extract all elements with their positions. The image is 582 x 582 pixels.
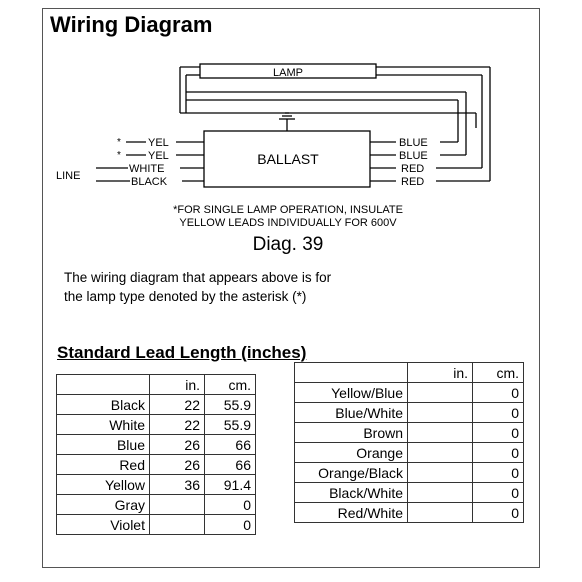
- lead-inches: [408, 503, 473, 523]
- table-row: [57, 515, 256, 535]
- lead-inches: [150, 515, 205, 535]
- lead-label-yel-1: YEL: [148, 137, 169, 149]
- table-header-cell: in.: [150, 375, 205, 395]
- lead-color: Blue/White: [295, 403, 408, 423]
- table-header-row: [295, 363, 524, 383]
- lead-inches: [150, 495, 205, 515]
- table-header-cell: [295, 363, 408, 383]
- lead-inches: [408, 463, 473, 483]
- lead-cm: 91.4: [205, 475, 256, 495]
- note-line-1: *FOR SINGLE LAMP OPERATION, INSULATE: [173, 204, 403, 216]
- lead-color: Gray: [57, 495, 150, 515]
- lead-cm: 0: [473, 383, 524, 403]
- lead-inches: [408, 423, 473, 443]
- description-line-1: The wiring diagram that appears above is for: [64, 270, 332, 285]
- lead-cm: 55.9: [205, 415, 256, 435]
- lead-inches: [408, 483, 473, 503]
- lead-color: Violet: [57, 515, 150, 535]
- lead-cm: 55.9: [205, 395, 256, 415]
- lead-inches: 26: [150, 455, 205, 475]
- table-header-row: [57, 375, 256, 395]
- lead-length-title: Standard Lead Length (inches): [57, 343, 307, 362]
- lead-inches: [408, 383, 473, 403]
- lead-color: Yellow: [57, 475, 150, 495]
- lead-inches: [408, 403, 473, 423]
- lead-inches: [408, 443, 473, 463]
- lead-color: Red: [57, 455, 150, 475]
- table-header-cell: cm.: [205, 375, 256, 395]
- description: [64, 268, 331, 306]
- lead-marker-2: *: [117, 150, 121, 161]
- lead-cm: 0: [473, 443, 524, 463]
- table-row: [57, 475, 256, 495]
- lead-inches: 22: [150, 415, 205, 435]
- table-row: [295, 423, 524, 443]
- lead-length-table-left: [56, 374, 256, 535]
- lead-color: Yellow/Blue: [295, 383, 408, 403]
- lead-marker-1: *: [117, 137, 121, 148]
- table-row: [57, 435, 256, 455]
- lead-cm: 66: [205, 435, 256, 455]
- table-row: [295, 403, 524, 423]
- lead-cm: 0: [473, 483, 524, 503]
- diag-number: Diag. 39: [252, 234, 324, 255]
- table-row: [57, 395, 256, 415]
- lead-cm: 0: [473, 463, 524, 483]
- lead-label-white: WHITE: [129, 163, 165, 175]
- page-title: Wiring Diagram: [50, 12, 213, 37]
- lead-color: Blue: [57, 435, 150, 455]
- lead-cm: 66: [205, 455, 256, 475]
- note-line-2: YELLOW LEADS INDIVIDUALLY FOR 600V: [179, 217, 397, 229]
- table-header-cell: [57, 375, 150, 395]
- lead-color: Orange: [295, 443, 408, 463]
- table-row: [57, 415, 256, 435]
- lead-label-yel-2: YEL: [148, 150, 169, 162]
- lead-label-red-1: RED: [401, 163, 425, 175]
- table-row: [295, 443, 524, 463]
- lead-color: Orange/Black: [295, 463, 408, 483]
- lead-cm: 0: [473, 503, 524, 523]
- lead-label-blue-2: BLUE: [399, 150, 428, 162]
- lead-inches: 26: [150, 435, 205, 455]
- lead-color: Black: [57, 395, 150, 415]
- lead-cm: 0: [473, 423, 524, 443]
- lead-cm: 0: [205, 515, 256, 535]
- lamp-label: LAMP: [273, 67, 303, 79]
- table-row: [57, 495, 256, 515]
- description-line-2: the lamp type denoted by the asterisk (*): [64, 289, 307, 304]
- table-row: [57, 455, 256, 475]
- lead-color: White: [57, 415, 150, 435]
- lead-cm: 0: [205, 495, 256, 515]
- ballast-label: BALLAST: [257, 151, 319, 167]
- lead-length-table-right: [294, 362, 524, 523]
- table-header-cell: cm.: [473, 363, 524, 383]
- table-row: [295, 503, 524, 523]
- line-label: LINE: [56, 170, 81, 182]
- table-row: [295, 483, 524, 503]
- table-header-cell: in.: [408, 363, 473, 383]
- table-row: [295, 383, 524, 403]
- table-row: [295, 463, 524, 483]
- lead-color: Black/White: [295, 483, 408, 503]
- lead-label-red-2: RED: [401, 176, 425, 188]
- lead-color: Red/White: [295, 503, 408, 523]
- lead-label-blue-1: BLUE: [399, 137, 428, 149]
- lead-color: Brown: [295, 423, 408, 443]
- lead-cm: 0: [473, 403, 524, 423]
- lead-label-black: BLACK: [131, 176, 168, 188]
- lead-inches: 36: [150, 475, 205, 495]
- lead-inches: 22: [150, 395, 205, 415]
